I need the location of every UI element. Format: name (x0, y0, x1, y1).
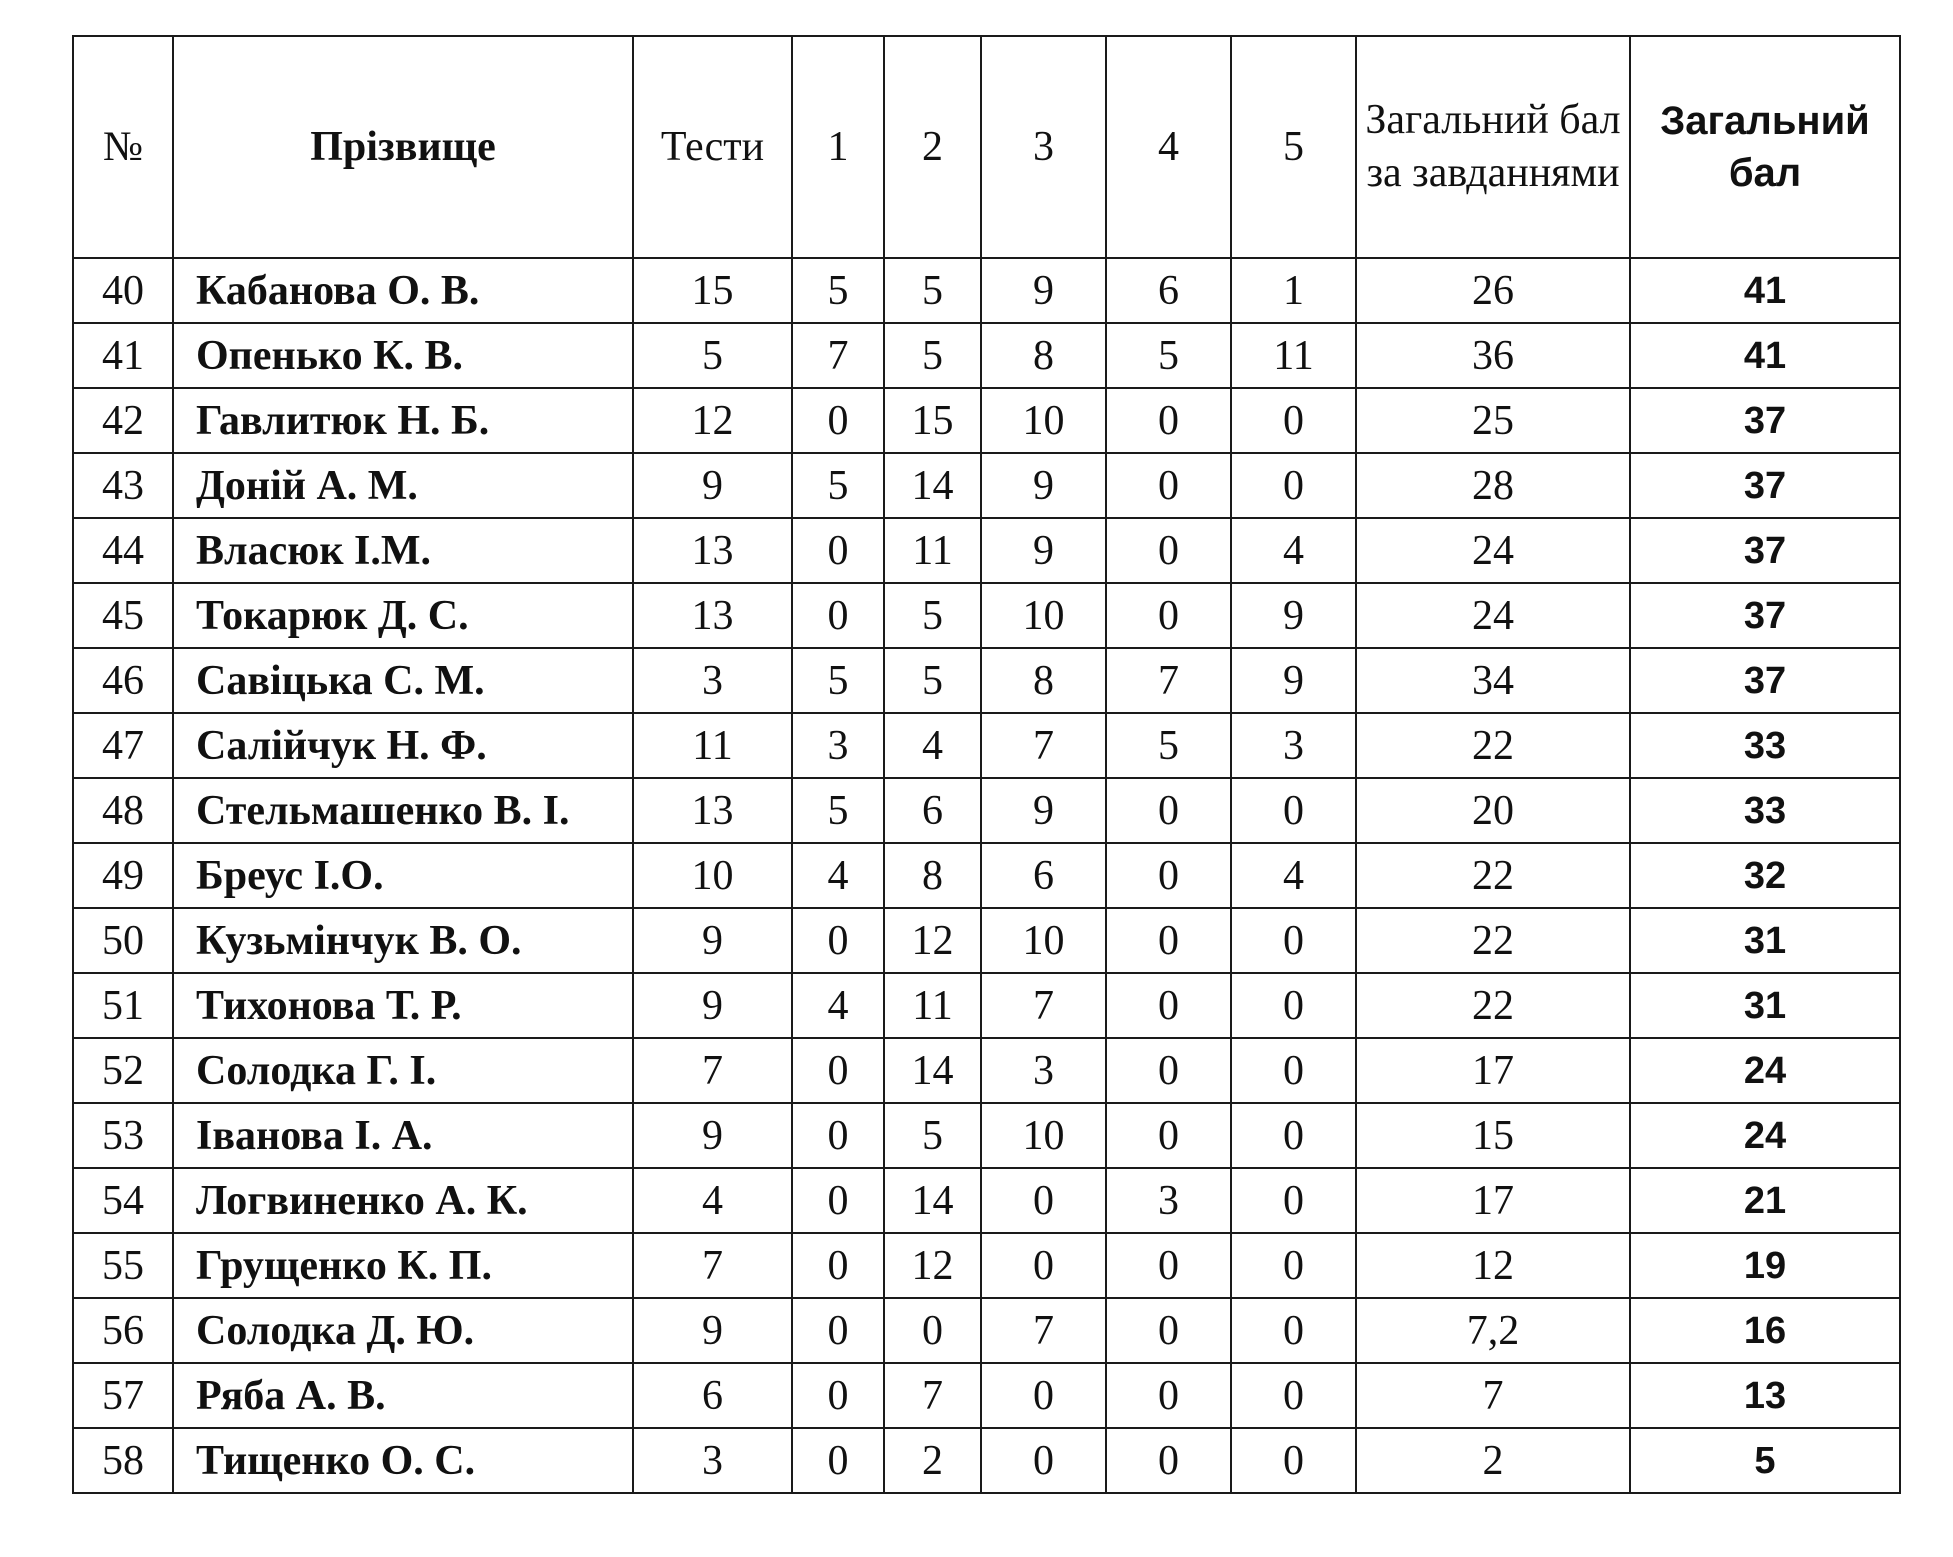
task-total-score: 17 (1356, 1038, 1630, 1103)
tests-score: 7 (633, 1233, 792, 1298)
table-row (73, 518, 1900, 583)
task-total-score: 22 (1356, 843, 1630, 908)
row-number: 52 (73, 1038, 173, 1103)
grand-total-score: 37 (1630, 648, 1900, 713)
task-1-score: 0 (792, 1298, 884, 1363)
task-total-score: 12 (1356, 1233, 1630, 1298)
task-2-score: 5 (884, 1103, 981, 1168)
task-total-score: 34 (1356, 648, 1630, 713)
row-number: 50 (73, 908, 173, 973)
table-row (73, 1298, 1900, 1363)
task-5-score: 4 (1231, 518, 1356, 583)
task-1-score: 5 (792, 648, 884, 713)
task-3-score: 9 (981, 518, 1106, 583)
table-row (73, 713, 1900, 778)
task-total-score: 15 (1356, 1103, 1630, 1168)
table-row (73, 1168, 1900, 1233)
student-name: Іванова І. А. (173, 1103, 633, 1168)
table-row (73, 1428, 1900, 1493)
tests-score: 15 (633, 258, 792, 323)
student-name: Опенько К. В. (173, 323, 633, 388)
task-3-score: 6 (981, 843, 1106, 908)
table-row (73, 973, 1900, 1038)
results-table (72, 35, 1901, 1494)
task-5-score: 3 (1231, 713, 1356, 778)
row-number: 48 (73, 778, 173, 843)
task-4-score: 7 (1106, 648, 1231, 713)
student-name: Токарюк Д. С. (173, 583, 633, 648)
row-number: 47 (73, 713, 173, 778)
tests-score: 6 (633, 1363, 792, 1428)
task-5-score: 9 (1231, 648, 1356, 713)
task-5-score: 0 (1231, 973, 1356, 1038)
student-name: Власюк І.М. (173, 518, 633, 583)
task-3-score: 10 (981, 908, 1106, 973)
task-4-score: 0 (1106, 1103, 1231, 1168)
row-number: 56 (73, 1298, 173, 1363)
row-number: 41 (73, 323, 173, 388)
task-4-score: 3 (1106, 1168, 1231, 1233)
table-row (73, 1233, 1900, 1298)
task-4-score: 0 (1106, 388, 1231, 453)
student-name: Савіцька С. М. (173, 648, 633, 713)
task-5-score: 4 (1231, 843, 1356, 908)
task-5-score: 0 (1231, 908, 1356, 973)
results-sheet (72, 35, 1901, 1494)
task-1-score: 5 (792, 258, 884, 323)
task-1-score: 0 (792, 1103, 884, 1168)
task-3-score: 7 (981, 713, 1106, 778)
task-3-score: 10 (981, 1103, 1106, 1168)
task-3-score: 10 (981, 583, 1106, 648)
task-5-score: 0 (1231, 1233, 1356, 1298)
student-name: Логвиненко А. К. (173, 1168, 633, 1233)
task-total-score: 2 (1356, 1428, 1630, 1493)
grand-total-score: 33 (1630, 778, 1900, 843)
grand-total-score: 37 (1630, 583, 1900, 648)
task-1-score: 0 (792, 1233, 884, 1298)
task-4-score: 0 (1106, 1233, 1231, 1298)
row-number: 54 (73, 1168, 173, 1233)
task-2-score: 6 (884, 778, 981, 843)
task-2-score: 14 (884, 453, 981, 518)
task-4-score: 0 (1106, 778, 1231, 843)
grand-total-score: 24 (1630, 1103, 1900, 1168)
task-2-score: 4 (884, 713, 981, 778)
task-2-score: 12 (884, 1233, 981, 1298)
header-task-3: 3 (981, 36, 1106, 258)
table-row (73, 258, 1900, 323)
header-grand-total: Загальний бал (1630, 36, 1900, 258)
row-number: 40 (73, 258, 173, 323)
task-3-score: 9 (981, 258, 1106, 323)
header-task-1: 1 (792, 36, 884, 258)
task-2-score: 12 (884, 908, 981, 973)
task-5-score: 9 (1231, 583, 1356, 648)
task-2-score: 2 (884, 1428, 981, 1493)
tests-score: 7 (633, 1038, 792, 1103)
task-total-score: 24 (1356, 583, 1630, 648)
task-total-score: 22 (1356, 908, 1630, 973)
task-5-score: 0 (1231, 1298, 1356, 1363)
task-3-score: 7 (981, 973, 1106, 1038)
task-3-score: 3 (981, 1038, 1106, 1103)
grand-total-score: 21 (1630, 1168, 1900, 1233)
student-name: Кабанова О. В. (173, 258, 633, 323)
task-3-score: 7 (981, 1298, 1106, 1363)
task-4-score: 0 (1106, 843, 1231, 908)
row-number: 44 (73, 518, 173, 583)
tests-score: 13 (633, 518, 792, 583)
task-4-score: 0 (1106, 453, 1231, 518)
grand-total-score: 31 (1630, 973, 1900, 1038)
task-3-score: 0 (981, 1428, 1106, 1493)
task-2-score: 11 (884, 518, 981, 583)
tests-score: 3 (633, 648, 792, 713)
task-1-score: 0 (792, 583, 884, 648)
task-1-score: 5 (792, 453, 884, 518)
task-4-score: 0 (1106, 1038, 1231, 1103)
task-5-score: 0 (1231, 778, 1356, 843)
row-number: 42 (73, 388, 173, 453)
task-1-score: 0 (792, 1168, 884, 1233)
task-1-score: 0 (792, 908, 884, 973)
grand-total-score: 33 (1630, 713, 1900, 778)
student-name: Солодка Д. Ю. (173, 1298, 633, 1363)
task-3-score: 9 (981, 453, 1106, 518)
task-2-score: 8 (884, 843, 981, 908)
grand-total-score: 37 (1630, 453, 1900, 518)
grand-total-score: 41 (1630, 323, 1900, 388)
task-4-score: 0 (1106, 583, 1231, 648)
task-5-score: 0 (1231, 388, 1356, 453)
student-name: Солодка Г. І. (173, 1038, 633, 1103)
task-2-score: 7 (884, 1363, 981, 1428)
header-surname: Прізвище (173, 36, 633, 258)
table-row (73, 778, 1900, 843)
table-row (73, 1103, 1900, 1168)
header-row (73, 36, 1900, 258)
header-task-4: 4 (1106, 36, 1231, 258)
task-4-score: 5 (1106, 323, 1231, 388)
task-total-score: 20 (1356, 778, 1630, 843)
tests-score: 12 (633, 388, 792, 453)
task-1-score: 0 (792, 388, 884, 453)
task-3-score: 8 (981, 648, 1106, 713)
row-number: 57 (73, 1363, 173, 1428)
task-5-score: 1 (1231, 258, 1356, 323)
task-1-score: 7 (792, 323, 884, 388)
table-row (73, 908, 1900, 973)
task-1-score: 0 (792, 1428, 884, 1493)
results-body (73, 258, 1900, 1493)
task-4-score: 0 (1106, 518, 1231, 583)
task-4-score: 5 (1106, 713, 1231, 778)
grand-total-score: 19 (1630, 1233, 1900, 1298)
table-row (73, 453, 1900, 518)
student-name: Бреус І.О. (173, 843, 633, 908)
table-row (73, 843, 1900, 908)
task-2-score: 5 (884, 258, 981, 323)
grand-total-score: 16 (1630, 1298, 1900, 1363)
grand-total-score: 41 (1630, 258, 1900, 323)
task-total-score: 24 (1356, 518, 1630, 583)
grand-total-score: 13 (1630, 1363, 1900, 1428)
tests-score: 10 (633, 843, 792, 908)
task-2-score: 5 (884, 323, 981, 388)
task-2-score: 14 (884, 1168, 981, 1233)
task-5-score: 11 (1231, 323, 1356, 388)
task-3-score: 0 (981, 1233, 1106, 1298)
student-name: Грущенко К. П. (173, 1233, 633, 1298)
task-5-score: 0 (1231, 1168, 1356, 1233)
task-1-score: 5 (792, 778, 884, 843)
task-3-score: 9 (981, 778, 1106, 843)
task-total-score: 7,2 (1356, 1298, 1630, 1363)
tests-score: 11 (633, 713, 792, 778)
table-row (73, 323, 1900, 388)
grand-total-score: 32 (1630, 843, 1900, 908)
task-5-score: 0 (1231, 1428, 1356, 1493)
row-number: 43 (73, 453, 173, 518)
student-name: Стельмашенко В. І. (173, 778, 633, 843)
task-total-score: 22 (1356, 973, 1630, 1038)
task-4-score: 0 (1106, 1363, 1231, 1428)
task-total-score: 7 (1356, 1363, 1630, 1428)
table-row (73, 648, 1900, 713)
task-3-score: 0 (981, 1168, 1106, 1233)
row-number: 45 (73, 583, 173, 648)
task-2-score: 5 (884, 583, 981, 648)
task-2-score: 5 (884, 648, 981, 713)
task-2-score: 15 (884, 388, 981, 453)
task-3-score: 10 (981, 388, 1106, 453)
tests-score: 13 (633, 778, 792, 843)
tests-score: 4 (633, 1168, 792, 1233)
task-2-score: 11 (884, 973, 981, 1038)
grand-total-score: 24 (1630, 1038, 1900, 1103)
task-total-score: 26 (1356, 258, 1630, 323)
header-task-5: 5 (1231, 36, 1356, 258)
student-name: Салійчук Н. Ф. (173, 713, 633, 778)
row-number: 46 (73, 648, 173, 713)
tests-score: 9 (633, 453, 792, 518)
task-3-score: 0 (981, 1363, 1106, 1428)
task-1-score: 3 (792, 713, 884, 778)
tests-score: 9 (633, 1298, 792, 1363)
tests-score: 9 (633, 908, 792, 973)
tests-score: 13 (633, 583, 792, 648)
task-1-score: 0 (792, 1363, 884, 1428)
student-name: Тихонова Т. Р. (173, 973, 633, 1038)
table-row (73, 388, 1900, 453)
tests-score: 3 (633, 1428, 792, 1493)
header-number: № (73, 36, 173, 258)
row-number: 49 (73, 843, 173, 908)
table-row (73, 1363, 1900, 1428)
grand-total-score: 31 (1630, 908, 1900, 973)
table-row (73, 583, 1900, 648)
task-4-score: 0 (1106, 973, 1231, 1038)
task-3-score: 8 (981, 323, 1106, 388)
student-name: Гавлитюк Н. Б. (173, 388, 633, 453)
task-4-score: 0 (1106, 1428, 1231, 1493)
task-5-score: 0 (1231, 1038, 1356, 1103)
task-1-score: 0 (792, 1038, 884, 1103)
student-name: Доній А. М. (173, 453, 633, 518)
task-1-score: 4 (792, 973, 884, 1038)
student-name: Тищенко О. С. (173, 1428, 633, 1493)
row-number: 55 (73, 1233, 173, 1298)
task-4-score: 0 (1106, 908, 1231, 973)
student-name: Кузьмінчук В. О. (173, 908, 633, 973)
row-number: 51 (73, 973, 173, 1038)
task-2-score: 0 (884, 1298, 981, 1363)
header-task-total: Загальний бал за завданнями (1356, 36, 1630, 258)
task-5-score: 0 (1231, 1103, 1356, 1168)
task-5-score: 0 (1231, 453, 1356, 518)
table-row (73, 1038, 1900, 1103)
tests-score: 5 (633, 323, 792, 388)
row-number: 58 (73, 1428, 173, 1493)
task-total-score: 36 (1356, 323, 1630, 388)
task-2-score: 14 (884, 1038, 981, 1103)
header-task-2: 2 (884, 36, 981, 258)
task-total-score: 22 (1356, 713, 1630, 778)
grand-total-score: 5 (1630, 1428, 1900, 1493)
task-5-score: 0 (1231, 1363, 1356, 1428)
task-total-score: 25 (1356, 388, 1630, 453)
task-4-score: 6 (1106, 258, 1231, 323)
grand-total-score: 37 (1630, 518, 1900, 583)
tests-score: 9 (633, 1103, 792, 1168)
task-total-score: 17 (1356, 1168, 1630, 1233)
row-number: 53 (73, 1103, 173, 1168)
task-total-score: 28 (1356, 453, 1630, 518)
task-4-score: 0 (1106, 1298, 1231, 1363)
header-tests: Тести (633, 36, 792, 258)
grand-total-score: 37 (1630, 388, 1900, 453)
tests-score: 9 (633, 973, 792, 1038)
student-name: Ряба А. В. (173, 1363, 633, 1428)
task-1-score: 0 (792, 518, 884, 583)
task-1-score: 4 (792, 843, 884, 908)
